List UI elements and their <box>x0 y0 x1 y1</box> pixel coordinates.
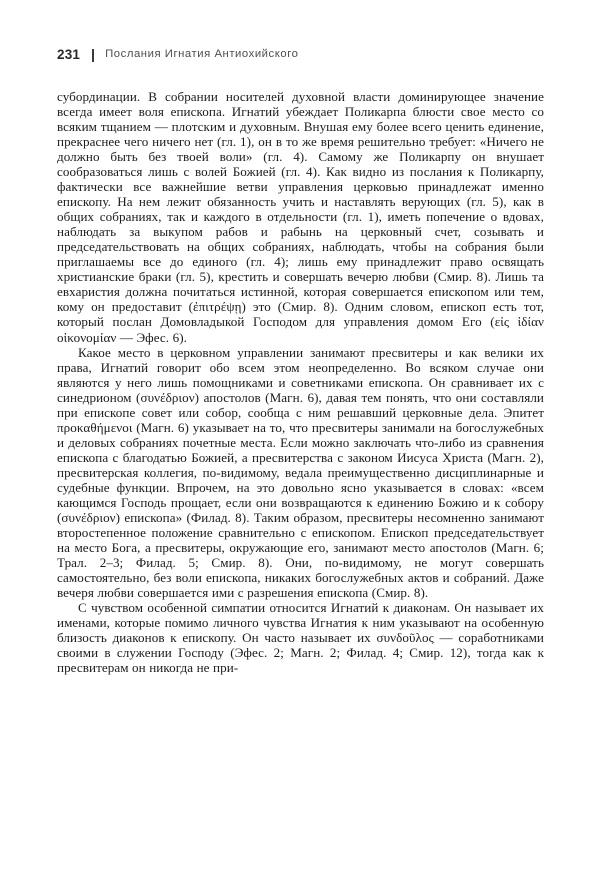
paragraph-1: субординации. В собрании носителей духовной власти доминирующее значение всегда имеет воля епископа. Игнатий убеждает Поликарпа блюсти свое место со всяким тщанием — плотским и духовным. Внушая ему более всего ценить единение, прекраснее чего ничего нет (гл. 1), он в то же время решительно требует: «Ничего не должно быть без твоей воли» (гл. 4). Самому же Поликарпу он внушает сообразоваться лишь с волей Божией (гл. 4). Как видно из послания к Поликарпу, фактически все важнейшие ветви управления церковью принадлежат именно епископу. На нем лежит обязанность учить и наставлять верующих (гл. 5), как в общих собраниях, так и каждого в отдельности (гл. 1), иметь попечение о вдовах, наблюдать за выкупом рабов и рабынь на церковный счет, созывать и председательствовать на общих собраниях, наблюдать, чтобы на собрания были приглашаемы все до единого (гл. 4); лишь ему принадлежит право освящать христианские браки (гл. 5), крестить и совершать вечерю любви (Смир. 8). Лишь та евхаристия должна почитаться истинной, которая совершается епископом или тем, кому он предоставит (ἐπιτρέψῃ) это (Смир. 8). Одним словом, епископ есть тот, который послан Домовладыкой Господом для управления домом Его (εἰς ἰδίαν οἰκονομίαν — Эфес. 6). <box>57 89 544 345</box>
page-number: 231 <box>57 47 81 63</box>
paragraph-2: Какое место в церковном управлении занимают пресвитеры и как велики их права, Игнатий говорит обо всем этом неопределенно. Во всяком случае они являются у него лишь помощниками и советниками епископа. Он сравнивает их с синедрионом (συνέδριον) апостолов (Магн. 6), давая тем понять, что они составляли при епископе совет или собор, сообща с ним решавший церковные дела. Эпитет προκαθήμενοι (Магн. 6) указывает на то, что пресвитеры занимали на богослужебных и деловых собраниях почетные места. Если можно заключать что-либо из сравнения епископа с благодатью Божией, а пресвитерства с законом Иисуса Христа (Магн. 2), пресвитерская коллегия, по-видимому, ведала преимущественно дисциплинарные и судебные функции. Впрочем, на это довольно ясно указывается в словах: «всем кающимся Господь прощает, если они возвращаются к единению Божию и к собору (συνέδριον) епископа» (Филад. 8). Таким образом, пресвитеры несомненно занимают второстепенное положение сравнительно с епископом. Епископ председательствует на место Бога, а пресвитеры, окружающие его, занимают место апостолов (Магн. 6; Трал. 2–3; Филад. 5; Смир. 8). Они, по-видимому, не могут совершать самостоятельно, без воли епископа, никаких богослужебных актов и собраний. Даже вечеря любви совершается ими с разрешения епископа (Смир. 8). <box>57 344 544 601</box>
paragraph-3: С чувством особенной симпатии относится Игнатий к диаконам. Он называет их именами, которые помимо личного чувства Игнатия к ним указывают на особенную близость диаконов к епископу. Он часто называет их συνδοῦλος — соработниками своими в служении Господу (Эфес. 2; Магн. 2; Филад. 4; Смир. 12), тогда как к пресвитерам он никогда не при- <box>57 600 544 676</box>
running-title: Послания Игнатия Антиохийского <box>105 48 299 61</box>
running-head <box>57 46 298 64</box>
body-text-block <box>57 89 544 675</box>
header-divider <box>92 49 94 62</box>
